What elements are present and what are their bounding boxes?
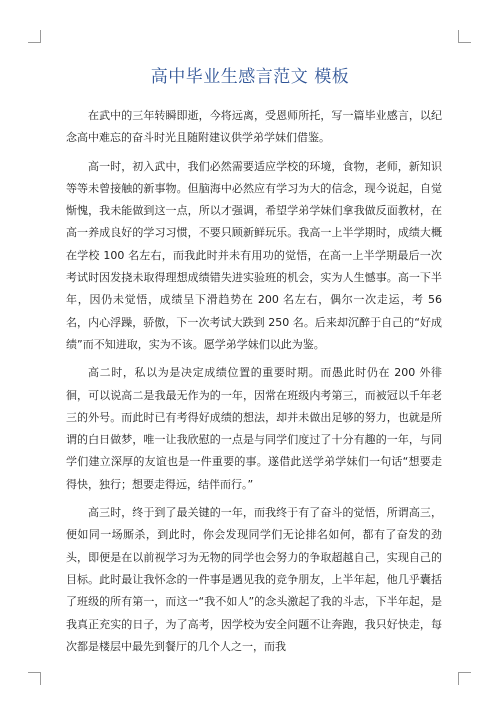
paragraph-grade-one: 高一时，初入武中，我们必然需要适应学校的环境，食物，老师，新知识等等未曾接触的新事物。但脑海中必然应有学习为大的信念，现今说起，自觉惭愧，我未能做到这一点，所以才强调，希望学弟学妹们拿我做反面教材，在高一养成良好的学习习惯，不要只顾新鲜玩乐。我高一上半学期时，成绩大概在学校 100 名左右，而我此时并未有用功的觉悟，在高一上半学期最后一次考试时因发挠未取得理想成绩错失进实验班的机会，实为人生憾事。高一下半年，因仍未觉悟，成绩呈下滑趋势在 200 名左右，偶尔一次走运，考 56 名，内心浮躁，骄傲，下一次考试大跌到 250 名。后来却沉醉于自己的“好成绩”而不知进取，实为不该。愿学弟学妹们以此为鉴。: [66, 159, 442, 351]
crop-mark-top-left: [28, 30, 41, 43]
crop-mark-top-right: [458, 30, 471, 43]
crop-mark-bottom-right: [458, 672, 471, 685]
document-title: 高中毕业生感言范文 模板: [150, 67, 350, 87]
paragraph-grade-two: 高二时，私以为是决定成绩位置的重要时期。而愚此时仍在 200 外徘徊，可以说高二是我最无作为的一年，因常在班级内考第三，而被冠以千年老三的外号。而此时已有考得好成绩的想法，却并未做出足够的努力，也就是所谓的白日做梦，唯一让我欣慰的一点是与同学们度过了十分有趣的一年，与同学们建立深厚的友谊也是一件重要的事。遂借此送学弟学妹们一句话“想要走得快，独行；想要走得远，结伴而行。”: [66, 366, 442, 491]
paragraph-grade-three: 高三时，终于到了最关键的一年，而我终于有了奋斗的觉悟，所谓高三，便如同一场厮杀，到此时，你会发现同学们无论排名如何，都有了奋发的劲头，即便是在以前视学习为无物的同学也会努力的争取超越自己，实现自己的目标。此时最让我怀念的一件事是遇见我的竞争朋友，上半年起，他几乎囊括了班级的所有第一，而这一“我不如人”的念头激起了我的斗志，下半年起，是我真正充实的日子，为了高考，因学校为安全问题不让奔跑，我只好快走，每次都是楼层中最先到餐厅的几个人之一，而我: [66, 506, 442, 653]
document-body: [66, 105, 442, 664]
crop-mark-bottom-left: [28, 672, 41, 685]
paragraph-intro: 在武中的三年转瞬即逝，今将远离，受恩师所托，写一篇毕业感言，以纪念高中难忘的奋斗时光且随附建议供学弟学妹们借鉴。: [66, 109, 442, 145]
